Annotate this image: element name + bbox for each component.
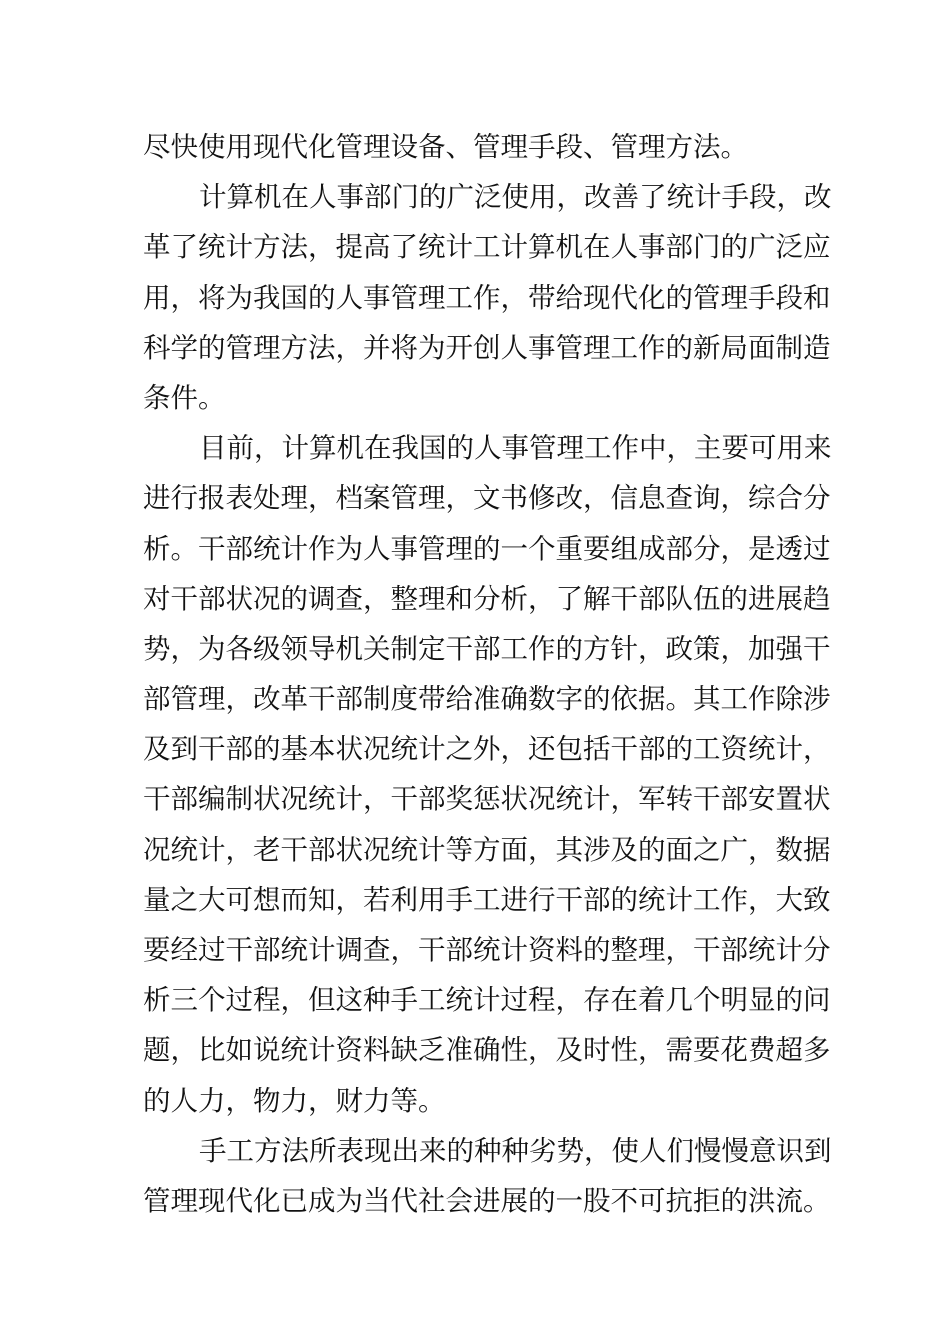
text-line: 及到干部的基本状况统计之外，还包括干部的工资统计，	[143, 733, 831, 766]
text-line: 管理现代化已成为当代社会进展的一股不可抗拒的洪流。	[143, 1184, 831, 1217]
text-line: 条件。	[143, 381, 226, 414]
text-line: 势，为各级领导机关制定干部工作的方针，政策，加强干	[143, 632, 831, 665]
text-line: 析三个过程，但这种手工统计过程，存在着几个明显的问	[143, 984, 831, 1017]
text-line: 手工方法所表现出来的种种劣势，使人们慢慢意识到	[199, 1134, 832, 1167]
text-line: 科学的管理方法，并将为开创人事管理工作的新局面制造	[143, 331, 831, 364]
text-line: 干部编制状况统计，干部奖惩状况统计，军转干部安置状	[143, 783, 831, 816]
text-line: 进行报表处理，档案管理，文书修改，信息查询，综合分	[143, 482, 831, 515]
text-line: 题，比如说统计资料缺乏准确性，及时性，需要花费超多	[143, 1034, 831, 1067]
text-line: 量之大可想而知，若利用手工进行干部的统计工作，大致	[143, 883, 831, 916]
text-line: 用，将为我国的人事管理工作，带给现代化的管理手段和	[143, 281, 831, 314]
text-line: 析。干部统计作为人事管理的一个重要组成部分，是透过	[143, 532, 831, 565]
text-line: 的人力，物力，财力等。	[143, 1084, 446, 1117]
text-line: 计算机在人事部门的广泛使用，改善了统计手段，改	[199, 181, 832, 214]
text-line: 尽快使用现代化管理设备、管理手段、管理方法。	[143, 131, 748, 163]
text-line: 要经过干部统计调查，干部统计资料的整理，干部统计分	[143, 934, 831, 966]
text-line: 目前，计算机在我国的人事管理工作中，主要可用来	[199, 432, 832, 465]
text-line: 对干部状况的调查，整理和分析，了解干部队伍的进展趋	[143, 582, 831, 615]
text-line: 况统计，老干部状况统计等方面，其涉及的面之广，数据	[143, 833, 831, 866]
text-line: 革了统计方法，提高了统计工计算机在人事部门的广泛应	[143, 231, 831, 264]
document-body	[143, 122, 832, 1226]
text-line: 部管理，改革干部制度带给准确数字的依据。其工作除涉	[143, 683, 831, 716]
